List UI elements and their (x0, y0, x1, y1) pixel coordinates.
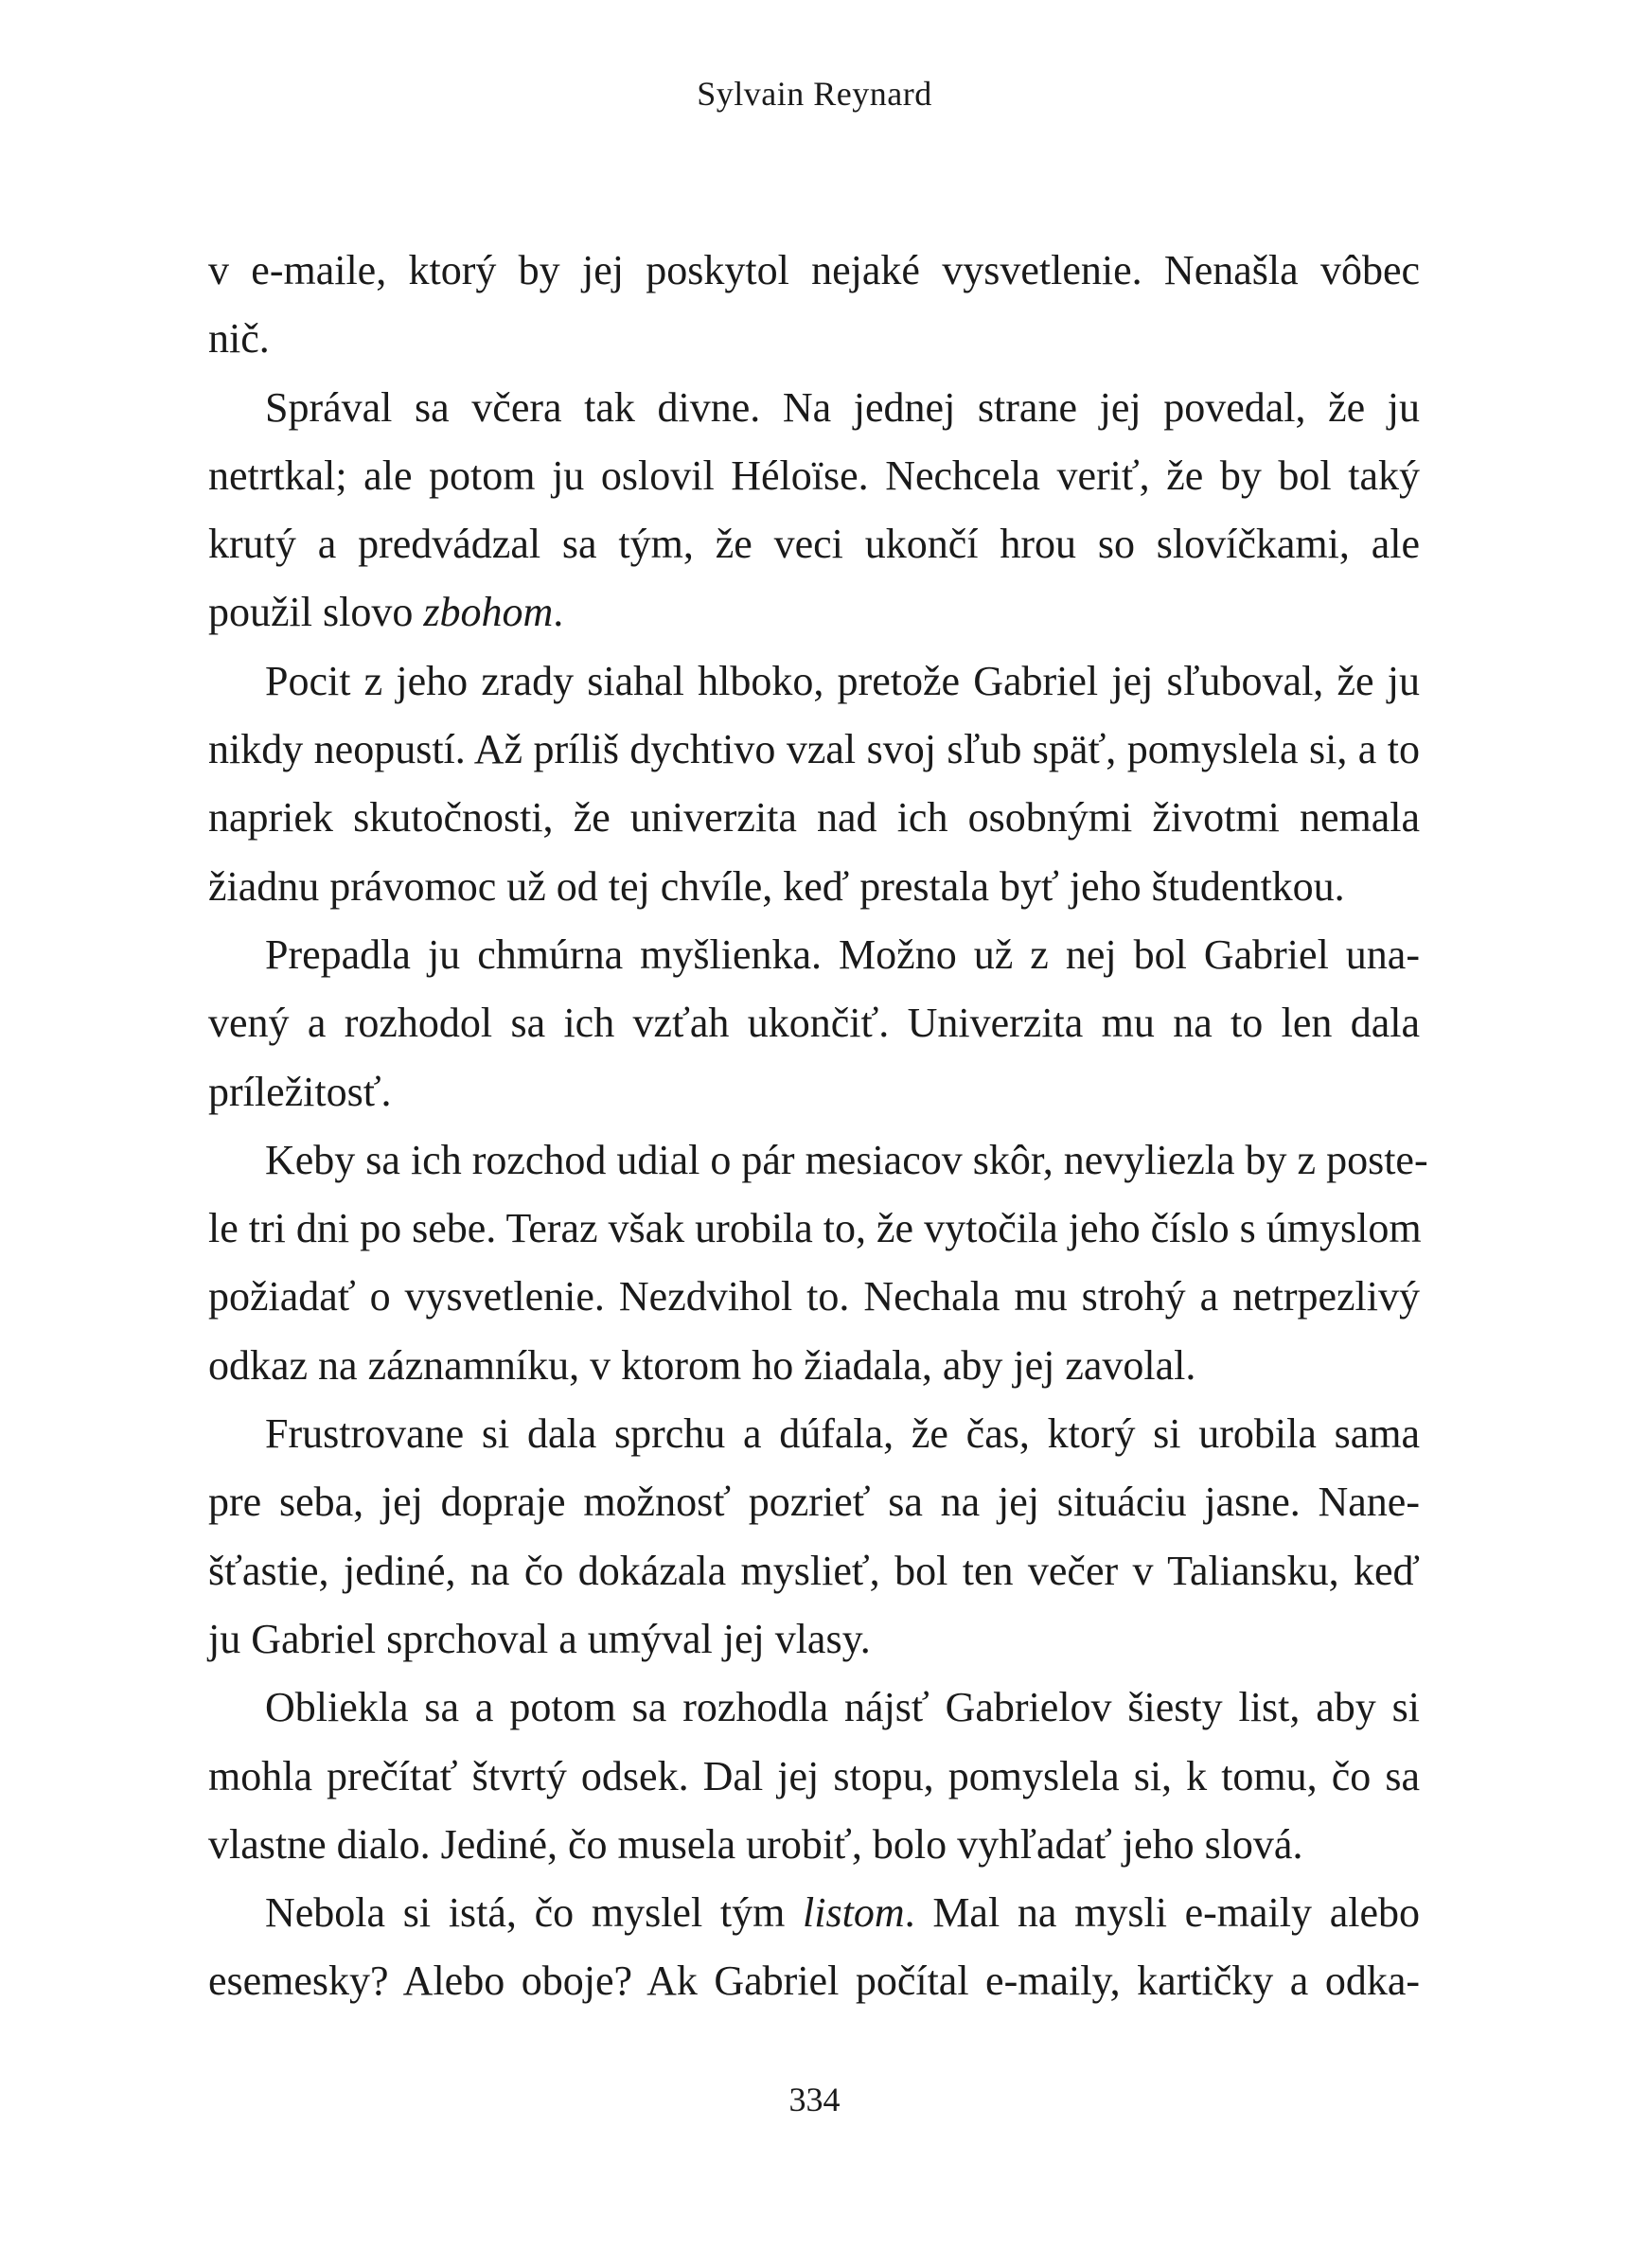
text-line: krutý a predvádzal sa tým, že veci ukončí hrou so slovíčkami, ale (208, 521, 1420, 568)
italic-word: listom (803, 1889, 905, 1937)
text-line: použil slovo zbohom. (208, 589, 564, 636)
text-line: netrtkal; ale potom ju oslovil Héloïse. Nechcela veriť, že by bol taký (208, 452, 1420, 499)
text-line: Správal sa včera tak divne. Na jednej strane jej povedal, že ju (265, 383, 1420, 431)
text-line: nič. (208, 315, 270, 363)
text-line: Keby sa ich rozchod udial o pár mesiacov skôr, nevyliezla by z poste- (265, 1136, 1428, 1183)
text-line: Pocit z jeho zrady siahal hlboko, pretože Gabriel jej sľuboval, že ju (265, 657, 1420, 704)
text-line: vený a rozhodol sa ich vzťah ukončiť. Univerzita mu na to len dala (208, 1000, 1420, 1047)
text-line: le tri dni po sebe. Teraz však urobila to, že vytočila jeho číslo s úmyslom (208, 1205, 1422, 1252)
italic-word: zbohom (423, 589, 554, 636)
running-head: Sylvain Reynard (697, 75, 932, 113)
body-text (208, 237, 1428, 2016)
text-line: mohla prečítať štvrtý odsek. Dal jej stopu, pomyslela si, k tomu, čo sa (208, 1752, 1420, 1799)
text-line: Frustrovane si dala sprchu a dúfala, že čas, ktorý si urobila sama (265, 1410, 1420, 1458)
text-line: Nebola si istá, čo myslel tým listom. Mal na mysli e-maily alebo (265, 1889, 1420, 1937)
text-line: žiadnu právomoc už od tej chvíle, keď prestala byť jeho študentkou. (208, 862, 1345, 910)
text-line: Prepadla ju chmúrna myšlienka. Možno už z nej bol Gabriel una- (265, 930, 1420, 978)
text-line: v e-maile, ktorý by jej poskytol nejaké vysvetlenie. Nenašla vôbec (208, 247, 1420, 293)
text-line: nikdy neopustí. Až príliš dychtivo vzal svoj sľub späť, pomyslela si, a to (208, 726, 1420, 773)
text-line: šťastie, jediné, na čo dokázala myslieť, bol ten večer v Taliansku, keď (208, 1547, 1420, 1594)
text-line: Obliekla sa a potom sa rozhodla nájsť Gabrielov šiesty list, aby si (265, 1684, 1420, 1731)
text-line: esemesky? Alebo oboje? Ak Gabriel počítal e-maily, kartičky a odka- (208, 1958, 1420, 2005)
text-line: pre seba, jej dopraje možnosť pozrieť sa na jej situáciu jasne. Nane- (208, 1479, 1420, 1526)
text-line: odkaz na záznamníku, v ktorom ho žiadala, aby jej zavolal. (208, 1341, 1196, 1389)
page-number: 334 (788, 2081, 841, 2118)
text-line: napriek skutočnosti, že univerzita nad ich osobnými životmi nemala (208, 794, 1420, 842)
text-line: požiadať o vysvetlenie. Nezdvihol to. Nechala mu strohý a netrpezlivý (208, 1273, 1420, 1320)
text-line: príležitosť. (208, 1068, 392, 1115)
text-line: ju Gabriel sprchoval a umýval jej vlasy. (208, 1615, 871, 1662)
text-line: vlastne dialo. Jediné, čo musela urobiť, bolo vyhľadať jeho slová. (208, 1820, 1303, 1868)
